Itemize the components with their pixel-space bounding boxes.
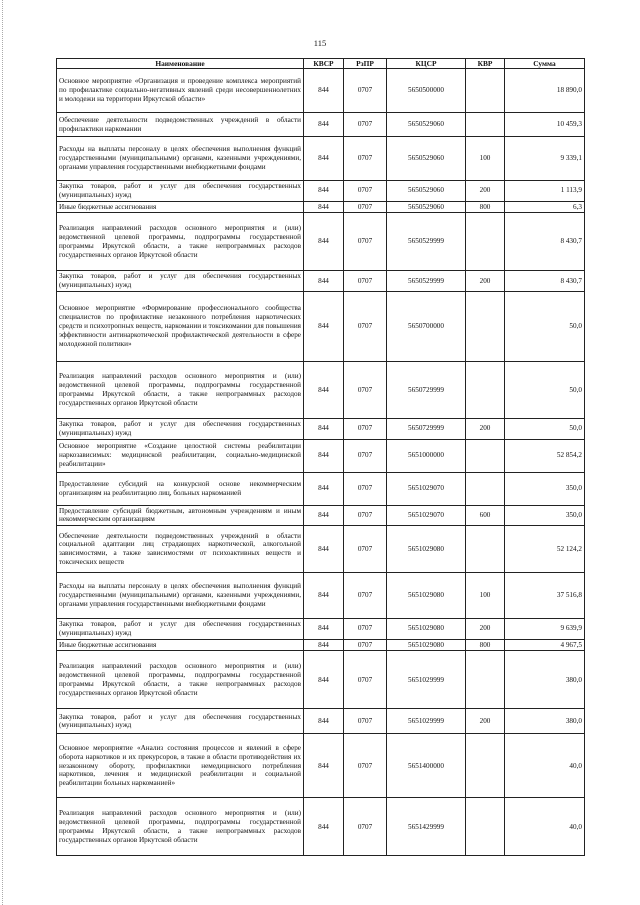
cell-sum: 40,0 xyxy=(505,734,585,798)
cell-sum: 1 113,9 xyxy=(505,181,585,202)
cell-kvsr: 844 xyxy=(304,418,344,439)
cell-sum: 10 459,3 xyxy=(505,113,585,137)
cell-sum: 50,0 xyxy=(505,418,585,439)
cell-rzpr: 0707 xyxy=(344,439,387,472)
cell-kvr: 800 xyxy=(466,201,505,213)
cell-rzpr: 0707 xyxy=(344,709,387,734)
table-row xyxy=(57,271,585,292)
cell-kcsr: 5651400000 xyxy=(387,734,466,798)
cell-kvr: 800 xyxy=(466,639,505,651)
cell-kvr: 200 xyxy=(466,181,505,202)
cell-kvsr: 844 xyxy=(304,291,344,361)
cell-kvr xyxy=(466,526,505,573)
table-row xyxy=(57,201,585,213)
cell-kvr xyxy=(466,734,505,798)
header-kvr: КВР xyxy=(466,59,505,69)
cell-rzpr: 0707 xyxy=(344,526,387,573)
cell-kvsr: 844 xyxy=(304,619,344,640)
cell-sum: 50,0 xyxy=(505,361,585,418)
cell-kvr xyxy=(466,361,505,418)
cell-name: Основное мероприятие «Анализ состояния процессов и явлений в сфере оборота наркотиков и их прекурсоров, в также в области противодействия их незаконному обороту, профилактики немедицинского потребления наркотиков, лечения и медицинской реабилитации и социальной реабилитации больных наркоманией» xyxy=(57,734,304,798)
cell-kcsr: 5650529999 xyxy=(387,213,466,271)
cell-rzpr: 0707 xyxy=(344,619,387,640)
cell-kcsr: 5651029080 xyxy=(387,639,466,651)
header-kcsr: КЦСР xyxy=(387,59,466,69)
table-row xyxy=(57,418,585,439)
cell-kvsr: 844 xyxy=(304,439,344,472)
cell-name: Предоставление субсидий бюджетным, автономным учреждениям и иным некоммерческим организациям xyxy=(57,505,304,526)
cell-name: Иные бюджетные ассигнования xyxy=(57,201,304,213)
cell-rzpr: 0707 xyxy=(344,798,387,856)
cell-rzpr: 0707 xyxy=(344,418,387,439)
table-row xyxy=(57,181,585,202)
cell-kvsr: 844 xyxy=(304,113,344,137)
header-rzpr: РзПР xyxy=(344,59,387,69)
cell-rzpr: 0707 xyxy=(344,472,387,505)
cell-sum: 50,0 xyxy=(505,291,585,361)
cell-rzpr: 0707 xyxy=(344,181,387,202)
header-row xyxy=(57,59,585,69)
cell-name: Обеспечение деятельности подведомственных учреждений в области социальной адаптации лиц страдающих наркотической, алкогольной зависимостями, а также зависимостями от психоактивных веществ и токсических веществ xyxy=(57,526,304,573)
cell-sum: 37 516,8 xyxy=(505,573,585,619)
cell-kcsr: 5651029070 xyxy=(387,472,466,505)
cell-kvr: 200 xyxy=(466,271,505,292)
cell-kvsr: 844 xyxy=(304,573,344,619)
cell-name: Основное мероприятие «Создание целостной системы реабилитации наркозависимых: медицинской реабилитации, социально-медицинской реабилитации» xyxy=(57,439,304,472)
cell-sum: 52 124,2 xyxy=(505,526,585,573)
cell-kvr xyxy=(466,69,505,113)
cell-name: Расходы на выплаты персоналу в целях обеспечения выполнения функций государственными (муниципальными) органами, казенными учреждениями, органами управления государственными внебюджетными фондами xyxy=(57,573,304,619)
cell-kvsr: 844 xyxy=(304,181,344,202)
cell-sum: 350,0 xyxy=(505,472,585,505)
cell-kcsr: 5651000000 xyxy=(387,439,466,472)
cell-kcsr: 5650529999 xyxy=(387,271,466,292)
budget-table xyxy=(56,58,585,856)
cell-kvr xyxy=(466,291,505,361)
cell-kcsr: 5650729999 xyxy=(387,361,466,418)
cell-kcsr: 5650529060 xyxy=(387,181,466,202)
cell-name: Обеспечение деятельности подведомственных учреждений в области профилактики наркомании xyxy=(57,113,304,137)
cell-sum: 6,3 xyxy=(505,201,585,213)
cell-kvsr: 844 xyxy=(304,201,344,213)
cell-rzpr: 0707 xyxy=(344,505,387,526)
cell-name: Основное мероприятие «Формирование профессионального сообщества специалистов по профилактике незаконного потребления наркотических средств и психотропных веществ, наркомании и токсикомании для повышения эффективности антинаркотической профилактической деятельности в сфере молодежной политики» xyxy=(57,291,304,361)
cell-kvsr: 844 xyxy=(304,526,344,573)
cell-name: Основное мероприятие «Организация и проведение комплекса мероприятий по профилактике социально-негативных явлений среди несовершеннолетних и молодежи на территории Иркутской области» xyxy=(57,69,304,113)
table-row xyxy=(57,573,585,619)
cell-rzpr: 0707 xyxy=(344,137,387,181)
cell-kvr: 600 xyxy=(466,505,505,526)
cell-kcsr: 5650529060 xyxy=(387,137,466,181)
cell-kvr xyxy=(466,439,505,472)
cell-kvsr: 844 xyxy=(304,137,344,181)
cell-kvsr: 844 xyxy=(304,734,344,798)
cell-rzpr: 0707 xyxy=(344,271,387,292)
table-row xyxy=(57,69,585,113)
cell-kvsr: 844 xyxy=(304,639,344,651)
cell-kcsr: 5651029999 xyxy=(387,651,466,709)
cell-kvsr: 844 xyxy=(304,271,344,292)
cell-sum: 8 430,7 xyxy=(505,271,585,292)
cell-kvsr: 844 xyxy=(304,709,344,734)
cell-kcsr: 5651029999 xyxy=(387,709,466,734)
table-row xyxy=(57,213,585,271)
table-row xyxy=(57,472,585,505)
table-row xyxy=(57,709,585,734)
cell-kvr xyxy=(466,472,505,505)
cell-kvr: 200 xyxy=(466,619,505,640)
cell-rzpr: 0707 xyxy=(344,213,387,271)
cell-sum: 380,0 xyxy=(505,651,585,709)
header-kvsr: КВСР xyxy=(304,59,344,69)
cell-kvr xyxy=(466,798,505,856)
cell-kcsr: 5651029080 xyxy=(387,619,466,640)
cell-rzpr: 0707 xyxy=(344,361,387,418)
table-row xyxy=(57,291,585,361)
cell-name: Закупка товаров, работ и услуг для обеспечения государственных (муниципальных) нужд xyxy=(57,418,304,439)
cell-name: Реализация направлений расходов основного мероприятия и (или) ведомственной целевой программы, подпрограммы государственной программы Иркутской области, а также непрограммных расходов государственных органов Иркутской области xyxy=(57,213,304,271)
cell-kvr: 100 xyxy=(466,573,505,619)
cell-name: Реализация направлений расходов основного мероприятия и (или) ведомственной целевой программы, подпрограммы государственной программы Иркутской области, а также непрограммных расходов государственных органов Иркутской области xyxy=(57,361,304,418)
cell-sum: 350,0 xyxy=(505,505,585,526)
cell-sum: 4 967,5 xyxy=(505,639,585,651)
cell-name: Закупка товаров, работ и услуг для обеспечения государственных (муниципальных) нужд xyxy=(57,709,304,734)
table-row xyxy=(57,439,585,472)
cell-kcsr: 5650700000 xyxy=(387,291,466,361)
cell-kvr: 100 xyxy=(466,137,505,181)
table-row xyxy=(57,113,585,137)
cell-name: Закупка товаров, работ и услуг для обеспечения государственных (муниципальных) нужд xyxy=(57,181,304,202)
cell-name: Закупка товаров, работ и услуг для обеспечения государственных (муниципальных) нужд xyxy=(57,271,304,292)
cell-kvsr: 844 xyxy=(304,213,344,271)
table-row xyxy=(57,505,585,526)
table-row xyxy=(57,137,585,181)
cell-kvsr: 844 xyxy=(304,472,344,505)
table-row xyxy=(57,639,585,651)
cell-kvr xyxy=(466,651,505,709)
table-body xyxy=(57,69,585,856)
cell-sum: 40,0 xyxy=(505,798,585,856)
cell-name: Предоставление субсидий на конкурсной основе некоммерческим организациям на реабилитацию лиц, больных наркоманией xyxy=(57,472,304,505)
cell-kvsr: 844 xyxy=(304,361,344,418)
cell-sum: 8 430,7 xyxy=(505,213,585,271)
cell-kvsr: 844 xyxy=(304,798,344,856)
cell-kcsr: 5650529060 xyxy=(387,201,466,213)
cell-kcsr: 5651029080 xyxy=(387,526,466,573)
cell-rzpr: 0707 xyxy=(344,573,387,619)
cell-rzpr: 0707 xyxy=(344,69,387,113)
table-row xyxy=(57,526,585,573)
cell-kvr xyxy=(466,113,505,137)
cell-rzpr: 0707 xyxy=(344,201,387,213)
table-row xyxy=(57,361,585,418)
cell-rzpr: 0707 xyxy=(344,651,387,709)
cell-kcsr: 5650529060 xyxy=(387,113,466,137)
cell-kcsr: 5650500000 xyxy=(387,69,466,113)
cell-kvsr: 844 xyxy=(304,505,344,526)
cell-kvr: 200 xyxy=(466,709,505,734)
cell-rzpr: 0707 xyxy=(344,639,387,651)
cell-sum: 52 854,2 xyxy=(505,439,585,472)
table-row xyxy=(57,798,585,856)
cell-name: Реализация направлений расходов основного мероприятия и (или) ведомственной целевой программы, подпрограммы государственной программы Иркутской области, а также непрограммных расходов государственных органов Иркутской области xyxy=(57,798,304,856)
table-row xyxy=(57,734,585,798)
table-row xyxy=(57,651,585,709)
header-sum: Сумма xyxy=(505,59,585,69)
cell-rzpr: 0707 xyxy=(344,291,387,361)
cell-kcsr: 5651429999 xyxy=(387,798,466,856)
cell-name: Закупка товаров, работ и услуг для обеспечения государственных (муниципальных) нужд xyxy=(57,619,304,640)
cell-sum: 18 890,0 xyxy=(505,69,585,113)
cell-sum: 9 639,9 xyxy=(505,619,585,640)
cell-kvr: 200 xyxy=(466,418,505,439)
page-number: 115 xyxy=(313,38,327,48)
cell-kcsr: 5651029070 xyxy=(387,505,466,526)
cell-rzpr: 0707 xyxy=(344,113,387,137)
cell-kcsr: 5650729999 xyxy=(387,418,466,439)
cell-name: Расходы на выплаты персоналу в целях обеспечения выполнения функций государственными (муниципальными) органами, казенными учреждениями, органами управления государственными внебюджетными фондами xyxy=(57,137,304,181)
header-name: Наименование xyxy=(57,59,304,69)
cell-kvr xyxy=(466,213,505,271)
cell-rzpr: 0707 xyxy=(344,734,387,798)
cell-kvsr: 844 xyxy=(304,69,344,113)
cell-name: Реализация направлений расходов основного мероприятия и (или) ведомственной целевой программы, подпрограммы государственной программы Иркутской области, а также непрограммных расходов государственных органов Иркутской области xyxy=(57,651,304,709)
cell-name: Иные бюджетные ассигнования xyxy=(57,639,304,651)
cell-sum: 380,0 xyxy=(505,709,585,734)
cell-kcsr: 5651029080 xyxy=(387,573,466,619)
scan-edge xyxy=(2,0,9,905)
cell-kvsr: 844 xyxy=(304,651,344,709)
table-row xyxy=(57,619,585,640)
cell-sum: 9 339,1 xyxy=(505,137,585,181)
